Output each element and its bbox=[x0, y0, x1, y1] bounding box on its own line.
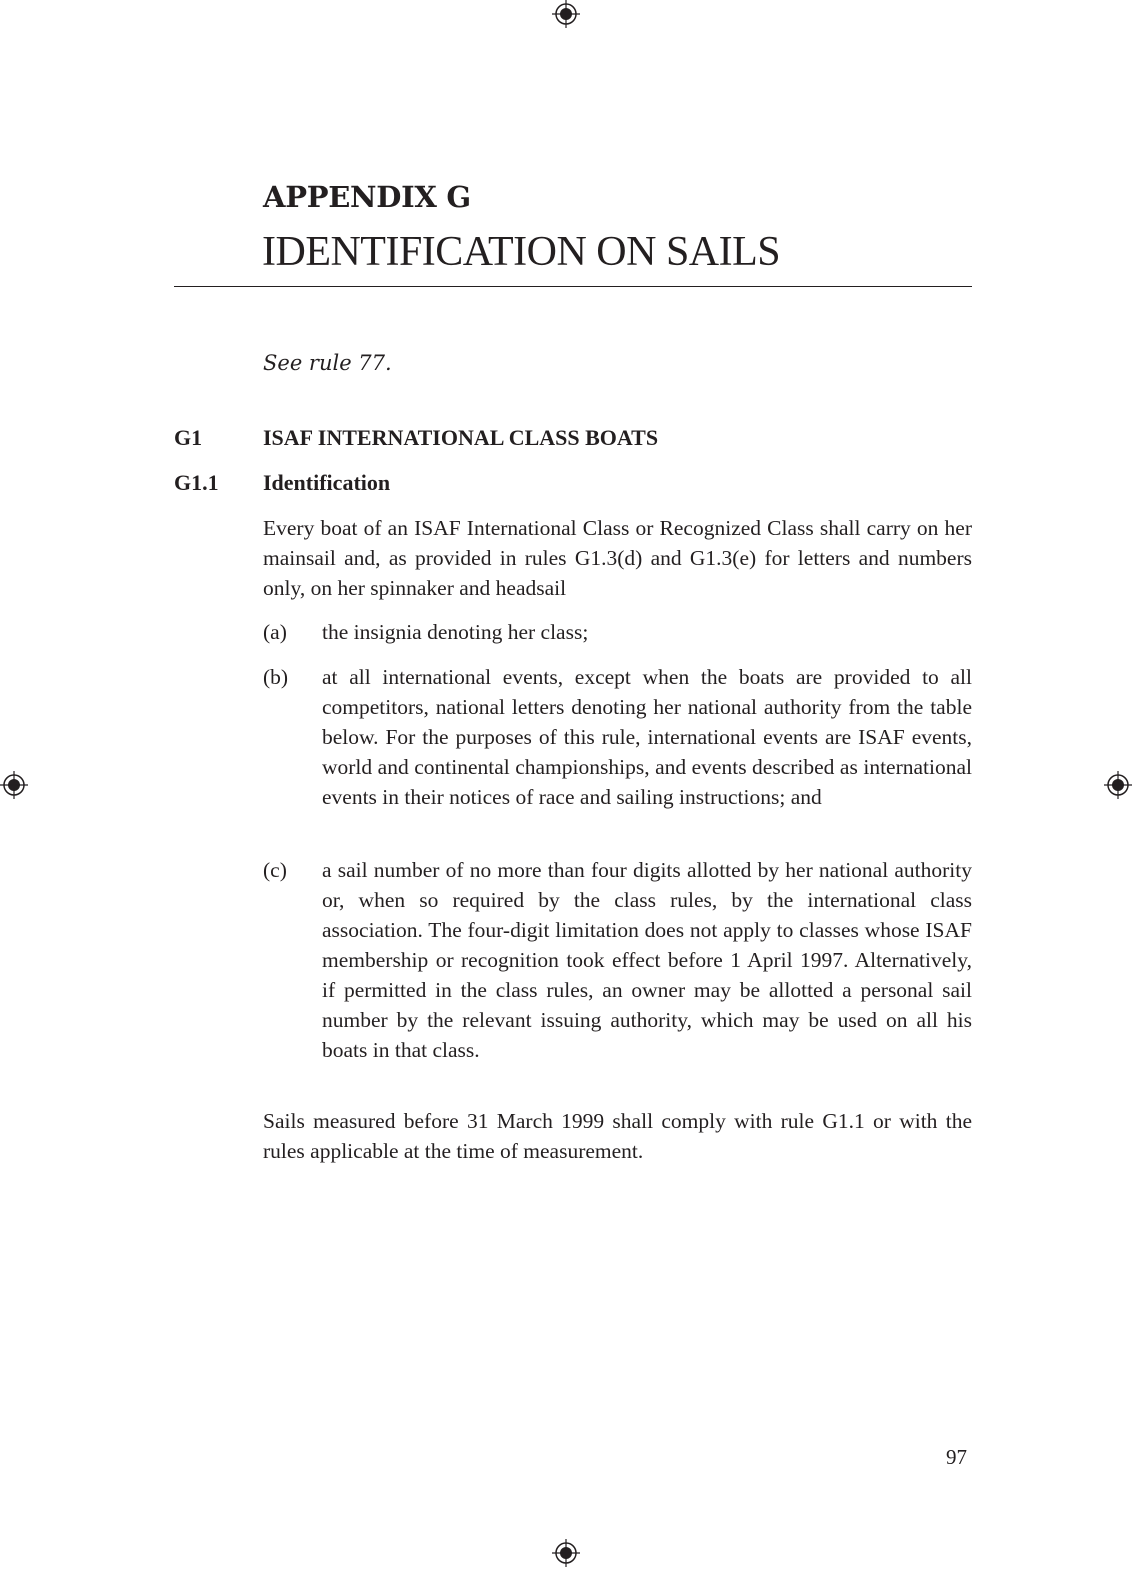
appendix-label: APPENDIX G bbox=[263, 180, 471, 214]
intro-paragraph: Every boat of an ISAF International Class or Recognized Class shall carry on her mainsail and, as provided in rules G1.3(d) and G1.3(e) for letters and numbers only, on her spinnaker and headsail bbox=[263, 516, 972, 600]
registration-mark-icon bbox=[0, 770, 30, 800]
registration-mark-icon bbox=[551, 0, 581, 30]
page-number: 97 bbox=[946, 1445, 967, 1469]
item-label: (c) bbox=[263, 858, 287, 882]
see-rule-note: See rule 77. bbox=[263, 351, 392, 375]
item-label: (a) bbox=[263, 620, 287, 644]
item-text: the insignia denoting her class; bbox=[322, 620, 589, 644]
list-item bbox=[263, 855, 972, 1065]
registration-mark-icon bbox=[551, 1538, 581, 1568]
subsection-number: G1.1 bbox=[174, 470, 219, 495]
item-label: (b) bbox=[263, 665, 289, 689]
section-heading: ISAF INTERNATIONAL CLASS BOATS bbox=[263, 425, 659, 450]
list-item bbox=[263, 662, 972, 812]
list-item bbox=[263, 617, 972, 647]
section-number: G1 bbox=[174, 425, 203, 450]
closing-paragraph: Sails measured before 31 March 1999 shall comply with rule G1.1 or with the rules applicable at the time of measurement. bbox=[263, 1109, 972, 1163]
subsection-heading: Identification bbox=[263, 470, 391, 495]
page-title: IDENTIFICATION ON SAILS bbox=[262, 229, 781, 275]
item-text: a sail number of no more than four digits allotted by her national authority or, when so required by the class rules, by the international class association. The four-digit limitation does not apply to classes whose ISAF membership or recognition took effect before 1 April 1997. Alternatively, if permitted in the class rules, an owner may be allotted a personal sail number by the relevant issuing authority, which may be used on all his boats in that class. bbox=[322, 858, 972, 1062]
registration-mark-icon bbox=[1103, 770, 1133, 800]
item-text: at all international events, except when the boats are provided to all competitors, national letters denoting her national authority from the table below. For the purposes of this rule, international events are ISAF events, world and continental championships, and events described as international events in their notices of race and sailing instructions; and bbox=[322, 665, 972, 809]
title-divider bbox=[174, 286, 972, 287]
